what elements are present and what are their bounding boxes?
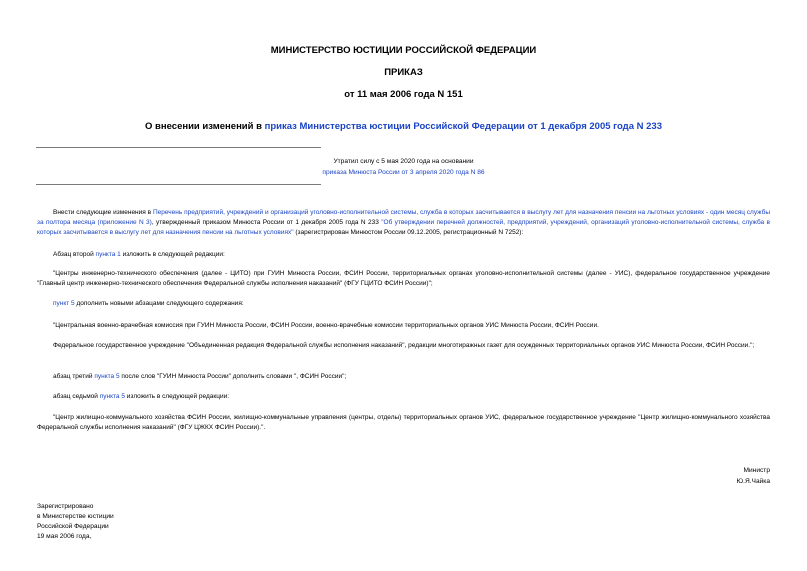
paragraph-5: "Центральная военно-врачебная комиссия при ГУИН Минюста России, ФСИН России, военно-врачебные комиссии территориальных органов УИС Минюста России, ФСИН России. xyxy=(53,322,599,329)
order-title-link[interactable]: "Об утверждении перечней должностей, предприятий, учреждений, организаций уголовно-исполнительной системы, служба в которых засчитывается в выслугу лет для назначения пенсии на льготных условиях" xyxy=(37,219,770,236)
paragraph-4 xyxy=(37,299,770,309)
p7-text-b: после слов "ГУИН Минюста России" дополнить словами ", ФСИН России"; xyxy=(119,373,347,380)
status-note-line1: Утратил силу с 5 мая 2020 года на основании xyxy=(333,158,474,165)
registration-line4: 19 мая 2006 года, xyxy=(37,533,92,540)
repeal-order-link[interactable]: приказа Минюста России от 3 апреля 2020 года N 86 xyxy=(322,169,485,176)
order-title-prefix: О внесении изменений в xyxy=(145,121,265,132)
p4-text-b: дополнить новыми абзацами следующего содержания: xyxy=(74,300,244,307)
p2-text-a: Абзац второй xyxy=(53,251,96,258)
p1-text-a: Внести следующие изменения в xyxy=(53,209,153,216)
list-appendix-link[interactable]: Перечень предприятий, учреждений и организаций уголовно-исполнительной системы, служба в которых засчитывается в выслугу лет для назначения пенсии на льготных условиях - один месяц службы за полтора месяца (приложение N 3) xyxy=(37,209,770,226)
paragraph-3: "Центры инженерно-технического обеспечения (далее - ЦИТО) при ГУИН Минюста России, ФСИН России, территориальных органах уголовно-исполнительной системы (далее - УИС), федеральное государственное учреждение "Главный центр инженерно-технического обеспечения Федеральной службы исполнения наказаний" (ФГУ ГЦИТО ФСИН России)"; xyxy=(37,270,770,287)
doc-type-heading: ПРИКАЗ xyxy=(384,67,423,78)
p8-text-b: изложить в следующей редакции: xyxy=(124,393,230,400)
p7-text-a: абзац третий xyxy=(53,373,95,380)
order-title xyxy=(0,121,807,133)
paragraph-6: Федеральное государственное учреждение "Объединенная редакция Федеральной службы исполнения наказаний", редакции многотиражных газет для осужденных территориальных органов УИС Минюста России, ФСИН России."; xyxy=(53,342,755,349)
paragraph-7 xyxy=(37,372,770,382)
p1-text-c: (зарегистрирован Минюстом России 09.12.2005, регистрационный N 7252): xyxy=(293,229,524,236)
item5-link-a[interactable]: пункт 5 xyxy=(53,300,75,307)
item5-link-c[interactable]: пункта 5 xyxy=(99,393,125,400)
status-note-line2 xyxy=(0,167,807,178)
registration-line3: Российской Федерации xyxy=(37,523,109,530)
date-number-heading: от 11 мая 2006 года N 151 xyxy=(344,89,463,100)
bottom-divider xyxy=(36,184,321,185)
p2-text-b: изложить в следующей редакции: xyxy=(120,251,225,258)
paragraph-9: "Центр жилищно-коммунального хозяйства ФСИН России, жилищно-коммунальные управления (центры, отделы) территориальных органов УИС, федеральное государственное учреждение "Центр жилищно-коммунального хозяйства Федеральной службы исполнения наказаний" (ФГУ ЦЖКХ ФСИН России).". xyxy=(37,414,770,431)
paragraph-2 xyxy=(37,250,770,260)
signature-position: Министр xyxy=(743,467,770,474)
signature-name: Ю.Я.Чайка xyxy=(736,478,770,485)
registration-line1: Зарегистрировано xyxy=(37,503,94,510)
paragraph-1 xyxy=(37,208,770,238)
p8-text-a: абзац седьмой xyxy=(53,393,100,400)
p1-text-b: , утвержденный приказом Минюста России от 1 декабря 2005 года N 233 xyxy=(151,219,382,226)
ministry-heading: МИНИСТЕРСТВО ЮСТИЦИИ РОССИЙСКОЙ ФЕДЕРАЦИИ xyxy=(270,45,537,56)
item5-link-b[interactable]: пункта 5 xyxy=(94,373,120,380)
top-divider xyxy=(36,147,321,148)
amended-order-link[interactable]: приказ Министерства юстиции Российской Федерации от 1 декабря 2005 года N 233 xyxy=(264,121,662,132)
registration-line2: в Министерстве юстиции xyxy=(37,513,114,520)
paragraph-8 xyxy=(37,392,770,402)
item1-link[interactable]: пункта 1 xyxy=(95,251,121,258)
